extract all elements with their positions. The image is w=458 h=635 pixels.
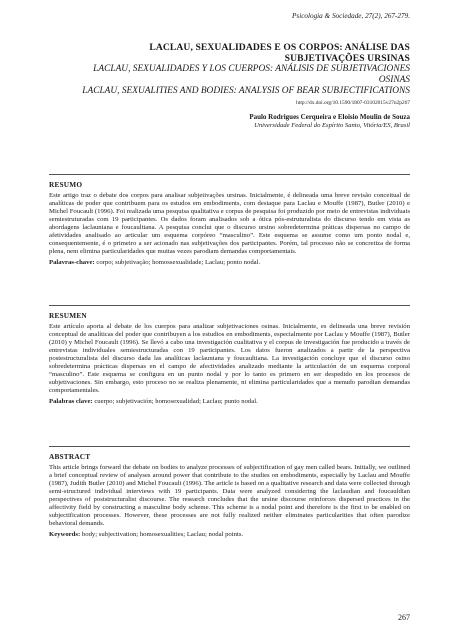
resumen-keywords-text: cuerpo; subjetivación; homosexualidad; Laclau; punto nodal. bbox=[92, 398, 258, 406]
title-spanish: LACLAU, SEXUALIDADES Y LOS CUERPOS: ANÁLISIS DE SUBJETIVACIONES OSINAS bbox=[93, 64, 410, 85]
resumen-keywords bbox=[49, 398, 410, 406]
resumo-heading: RESUMO bbox=[49, 180, 83, 189]
page-number: 267 bbox=[398, 613, 410, 622]
resumo-body: Este artigo traz o debate dos corpos para analisar subjetivações ursinas. Inicialmente, é delineada uma breve revisão conceitual de analíticas de poder que contribuem para os estudos em embodiments, com destaque para Laclau e Mouffe (1987), Butler (2010) e Michel Foucault (1996). Foi realizada uma pesquisa qualitativa e corpus de pesquisa foi produzido por meio de entrevistas individuais semiestruturadas com 19 participantes. Os dados foram analisados sob a ótica pós-estruturalista do discurso tendo em vista as abordagens laclauniana e foucaultiana. A pesquisa conclui que o discurso ursino sobredetermina práticas dispersas no campo de afetividades analisado ao articular um esquema corpóreo “masculino”. Este esquema se assume como um ponto nodal e, consequentemente, é o primeiro a ser acionado nas subjetivações dos participantes. Porém, tal processo não se concretiza de forma plena, nem elimina particularidades que muitas vezes parodiam demandas comportamentais. bbox=[49, 192, 410, 256]
journal-citation: Psicologia & Sociedade, 27(2), 267-279. bbox=[292, 12, 410, 20]
title-portuguese: LACLAU, SEXUALIDADES E OS CORPOS: ANÁLISE DAS SUBJETIVAÇÕES URSINAS bbox=[149, 42, 410, 64]
doi-link[interactable]: http://dx.doi.org/10.1590/1807-03102015v27n2p267 bbox=[296, 100, 410, 106]
abstract-keywords bbox=[49, 531, 410, 539]
title-english: LACLAU, SEXUALITIES AND BODIES: ANALYSIS OF BEAR SUBJECTIFICATIONS bbox=[82, 86, 410, 96]
abstract-section bbox=[49, 452, 410, 539]
abstract-keywords-label: Keywords: bbox=[49, 531, 81, 539]
author-affiliation: Universidade Federal do Espírito Santo, Vitória/ES, Brasil bbox=[254, 122, 410, 129]
divider-abstract bbox=[49, 446, 410, 447]
divider-resumo bbox=[49, 174, 410, 175]
resumen-heading: RESUMEN bbox=[49, 311, 87, 320]
abstract-heading: ABSTRACT bbox=[49, 452, 91, 461]
abstract-keywords-text: body; subjectivation; homosexualities; Laclau; nodal points. bbox=[80, 531, 244, 539]
resumen-body: Este artículo aporta al debate de los cuerpos para analizar subjetivaciones osinas. Inicialmente, es delineada una breve revisión conceptual de analíticas del poder que contribuyen a los estudios en embodiments, especialmente por Laclau y Mouffe (1987), Butler (2010) y Michel Foucault (1996). Se llevó a cabo una investigación cualitativa y el corpus de investigación fue producido a través de entrevistas individuales semiestructuradas con 19 participantes. Los datos fueron analizados a partir de la perspectiva postestructuralista del discurso dada las analíticas laclauniana y foucaultiana. La investigación concluye que el discurso osino sobredetermina prácticas dispersas en el campo de afectividades analizado mediante la articulación de un esquema corporal “masculino”. Este esquema se configura en un punto nodal y por lo tanto es primero en ser despedido en los procesos de subjetivaciones. Sin embargo, esto proceso no se realiza plenamente, ni elimina particularidades que a menudo parodian demandas comportamentales. bbox=[49, 323, 410, 395]
resumo-keywords-text: corpo; subjetivação; homossexualidade; Laclau; ponto nodal. bbox=[94, 259, 261, 267]
resumo-keywords-label: Palavras-chave: bbox=[49, 259, 95, 267]
title-block bbox=[70, 42, 410, 129]
resumo-section bbox=[49, 180, 410, 267]
author-names: Paulo Rodrigues Cerqueira e Eloisio Moulin de Souza bbox=[249, 113, 410, 121]
abstract-body: This article brings forward the debate on bodies to analyze processes of subjectification of gay men called bears. Initially, we outlined a brief conceptual review of analyses around power that contribute to the studies on embodiments, especially by Laclau and Mouffe (1987), Judith Butler (2010) and Michel Foucault (1996). The article is based on a qualitative research and data were collected through semi-structured individual interviews with 19 participants. Data were analyzed considering the laclaudian and foucauldian perspectives of poststructuralist discourse. The research concludes that the ursine discourse reinforces dispersed practices in the affectivity field by constructing a masculine body scheme. This scheme is a nodal point and therefore is the first to be enabled on subjectification processes. However, these processes are not fully realized neither eliminates particularities that often parodize behavioral demands. bbox=[49, 464, 410, 528]
resumen-keywords-label: Palabras clave: bbox=[49, 398, 93, 406]
divider-resumen bbox=[49, 305, 410, 306]
resumo-keywords bbox=[49, 259, 410, 267]
resumen-section bbox=[49, 311, 410, 406]
